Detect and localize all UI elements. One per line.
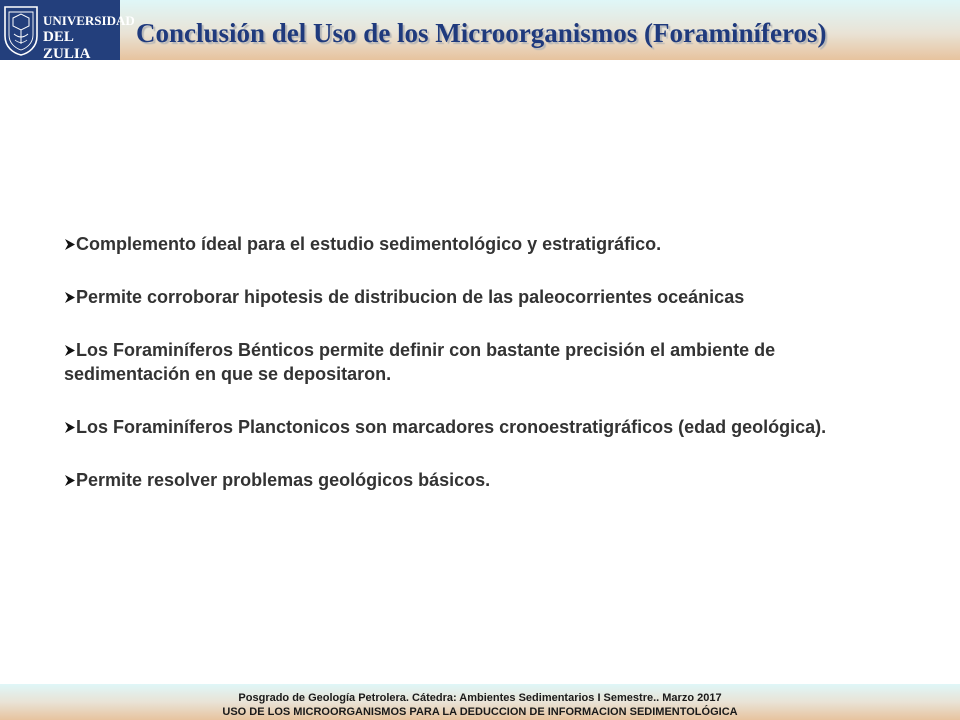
conclusion-list [64, 232, 894, 521]
list-item [64, 468, 894, 492]
list-item-text: Permite corroborar hipotesis de distribucion de las paleocorrientes oceánicas [76, 287, 745, 307]
arrow-bullet-icon [64, 474, 76, 487]
header-band [0, 0, 960, 60]
arrow-bullet-icon [64, 344, 76, 357]
arrow-bullet-icon [64, 291, 76, 304]
list-item-text: Permite resolver problemas geológicos básicos. [76, 470, 491, 490]
logo-line-2: DEL ZULIA [43, 29, 91, 62]
list-item [64, 232, 894, 256]
footer-band [0, 684, 960, 720]
logo-line-1: UNIVERSIDAD [43, 13, 135, 28]
list-item [64, 338, 894, 386]
logo-wordmark [43, 12, 135, 63]
footer-course-info: Posgrado de Geología Petrolera. Cátedra: Ambientes Sedimentarios I Semestre.. Marzo 2017 [238, 692, 722, 704]
list-item-text: Los Foraminíferos Planctonicos son marcadores cronoestratigráficos (edad geológica). [76, 417, 827, 437]
university-seal-icon [3, 4, 39, 56]
arrow-bullet-icon [64, 238, 76, 251]
list-item [64, 285, 894, 309]
list-item-text: Complemento ídeal para el estudio sedimentológico y estratigráfico. [76, 234, 662, 254]
list-item [64, 415, 894, 439]
list-item-text: Los Foraminíferos Bénticos permite definir con bastante precisión el ambiente de sedimentación en que se depositaron. [64, 340, 776, 384]
footer-topic: USO DE LOS MICROORGANISMOS PARA LA DEDUCCION DE INFORMACION SEDIMENTOLÓGICA [222, 706, 738, 718]
page-title: Conclusión del Uso de los Microorganismos (Foraminíferos) [136, 18, 827, 48]
university-logo [0, 0, 135, 62]
arrow-bullet-icon [64, 421, 76, 434]
